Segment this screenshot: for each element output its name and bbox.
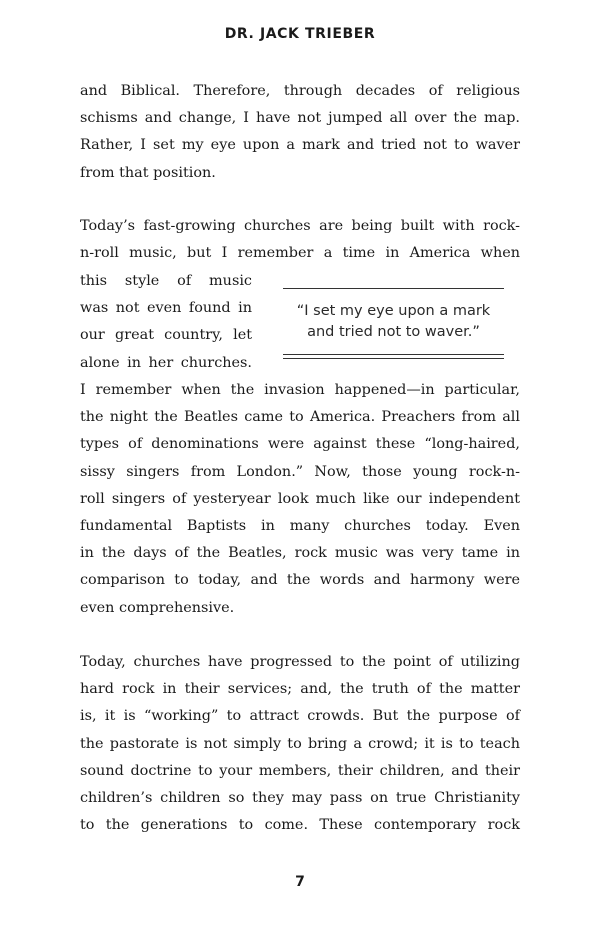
text-line: was not even found in (80, 300, 252, 317)
text-line: hard rock in their services; and, the truth of the matter (80, 681, 520, 698)
text-line: Today’s fast-growing churches are being built with rock- (80, 218, 520, 234)
text-line: Today, churches have progressed to the point of utilizing (80, 654, 520, 670)
text-line: in the days of the Beatles, rock music was very tame in (80, 545, 520, 562)
pull-quote-line: and tried not to waver.” (307, 324, 480, 340)
text-line: sound doctrine to your members, their children, and their (80, 762, 520, 779)
pull-quote-bottom-rule (283, 354, 504, 355)
running-head: DR. JACK TRIEBER (224, 26, 376, 42)
text-line: the night the Beatles came to America. Preachers from all (80, 409, 520, 426)
text-line: I remember when the invasion happened—in particular, (80, 382, 520, 398)
pull-quote-bottom-rule (283, 358, 504, 359)
text-line: even comprehensive. (80, 599, 235, 616)
pull-quote-line: “I set my eye upon a mark (296, 303, 491, 319)
text-line: alone in her churches. (80, 354, 252, 371)
text-line: from that position. (80, 164, 216, 181)
pull-quote-text (283, 301, 504, 343)
paragraph-1 (80, 78, 520, 187)
text-line: the pastorate is not simply to bring a crowd; it is to teach (80, 735, 520, 752)
paragraph-2-continued (80, 377, 520, 622)
text-line: this style of music (80, 273, 252, 289)
text-line: n-roll music, but I remember a time in America when (80, 245, 520, 262)
text-line: to the generations to come. These contemporary rock (80, 817, 520, 834)
paragraph-2-wrap-column (80, 268, 252, 377)
text-line: is, it is “working” to attract crowds. But the purpose of (80, 708, 520, 725)
text-line: and Biblical. Therefore, through decades of religious (80, 83, 520, 99)
paragraph-3 (80, 649, 520, 839)
pull-quote (283, 288, 504, 360)
text-line: sissy singers from London.” Now, those young rock-n- (80, 463, 520, 480)
page-number: 7 (295, 874, 305, 890)
text-line: Rather, I set my eye upon a mark and tried not to waver (80, 137, 520, 154)
text-line: schisms and change, I have not jumped all over the map. (80, 110, 520, 127)
text-line: roll singers of yesteryear look much like our independent (80, 490, 520, 507)
text-line: children’s children so they may pass on true Christianity (80, 789, 520, 806)
paragraph-2-intro (80, 213, 520, 267)
text-line: fundamental Baptists in many churches today. Even (80, 517, 520, 534)
text-line: our great country, let (80, 327, 252, 344)
text-line: comparison to today, and the words and harmony were (80, 572, 520, 589)
pull-quote-top-rule (283, 288, 504, 289)
text-line: types of denominations were against these “long-haired, (80, 436, 520, 453)
